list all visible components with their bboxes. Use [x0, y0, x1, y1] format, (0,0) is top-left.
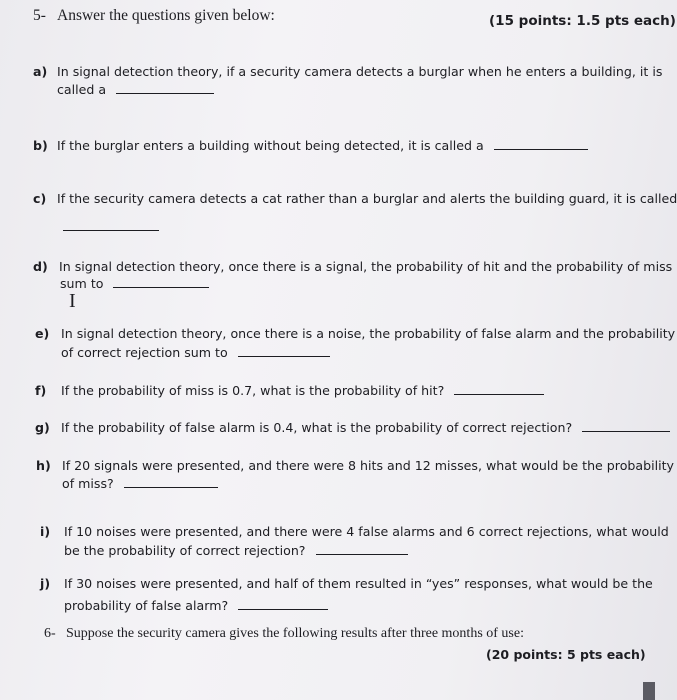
answer-blank-b[interactable]	[494, 148, 588, 150]
question-label: b)	[33, 138, 48, 153]
answer-blank-d[interactable]	[113, 286, 209, 288]
page-corner-shadow	[643, 682, 655, 700]
section-5-title: Answer the questions given below:	[57, 7, 275, 24]
answer-blank-i[interactable]	[316, 553, 408, 555]
question-j	[40, 574, 653, 593]
question-text: If the burglar enters a building without being detected, it is called a	[57, 138, 484, 153]
section-5-points: (15 points: 1.5 pts each)	[489, 13, 676, 29]
answer-blank-f[interactable]	[454, 393, 544, 395]
question-e	[35, 324, 675, 343]
question-d-line2	[60, 274, 209, 293]
question-text: In signal detection theory, if a security camera detects a burglar when he enters a building, it is	[57, 64, 663, 79]
question-i-line2	[64, 541, 408, 560]
question-label: g)	[35, 420, 50, 435]
question-label: f)	[35, 383, 47, 398]
question-text: of miss?	[62, 476, 114, 491]
answer-blank-a[interactable]	[116, 92, 214, 94]
question-text: of correct rejection sum to	[61, 345, 228, 360]
question-f	[35, 381, 544, 400]
section-6-title: Suppose the security camera gives the following results after three months of use:	[66, 626, 524, 641]
question-text: If 20 signals were presented, and there were 8 hits and 12 misses, what would be the probability	[62, 458, 674, 473]
question-e-line2	[61, 343, 330, 362]
section-6-number: 6-	[44, 626, 56, 641]
question-g	[35, 418, 670, 437]
question-i	[40, 522, 669, 541]
question-text: be the probability of correct rejection?	[64, 543, 306, 558]
answer-blank-h[interactable]	[124, 486, 218, 488]
question-label: c)	[33, 191, 47, 206]
question-c	[33, 189, 677, 208]
answer-blank-j[interactable]	[238, 608, 328, 610]
answer-blank-g[interactable]	[582, 430, 670, 432]
answer-blank-e[interactable]	[238, 355, 330, 357]
question-text: If the probability of false alarm is 0.4, what is the probability of correct rejection?	[61, 420, 573, 435]
question-text: If the probability of miss is 0.7, what is the probability of hit?	[61, 383, 445, 398]
question-label: d)	[33, 259, 48, 274]
section-6-points: (20 points: 5 pts each)	[486, 647, 646, 662]
question-a-line2	[57, 80, 214, 99]
answer-blank-c[interactable]	[63, 230, 159, 231]
question-text: In signal detection theory, once there is a signal, the probability of hit and the probability of miss	[59, 259, 673, 274]
question-text: sum to	[60, 276, 104, 291]
question-text: If 30 noises were presented, and half of them resulted in “yes” responses, what would be the	[64, 576, 653, 591]
question-text: probability of false alarm?	[64, 598, 229, 613]
question-text: In signal detection theory, once there is a noise, the probability of false alarm and the probability	[61, 326, 676, 341]
question-a	[33, 62, 662, 81]
question-text: If the security camera detects a cat rather than a burglar and alerts the building guard, it is called	[57, 191, 677, 206]
question-label: e)	[35, 326, 50, 341]
text-cursor-icon: I	[69, 290, 76, 312]
question-label: j)	[40, 576, 51, 591]
question-j-line2	[64, 596, 328, 615]
question-label: a)	[33, 64, 48, 79]
question-h-line2	[62, 474, 218, 493]
question-b	[33, 136, 588, 155]
question-text: called a	[57, 82, 107, 97]
question-label: h)	[36, 458, 51, 473]
question-text: If 10 noises were presented, and there were 4 false alarms and 6 correct rejections, what would	[64, 524, 669, 539]
question-label: i)	[40, 524, 51, 539]
question-h	[36, 456, 674, 475]
section-5-number: 5-	[33, 7, 46, 24]
